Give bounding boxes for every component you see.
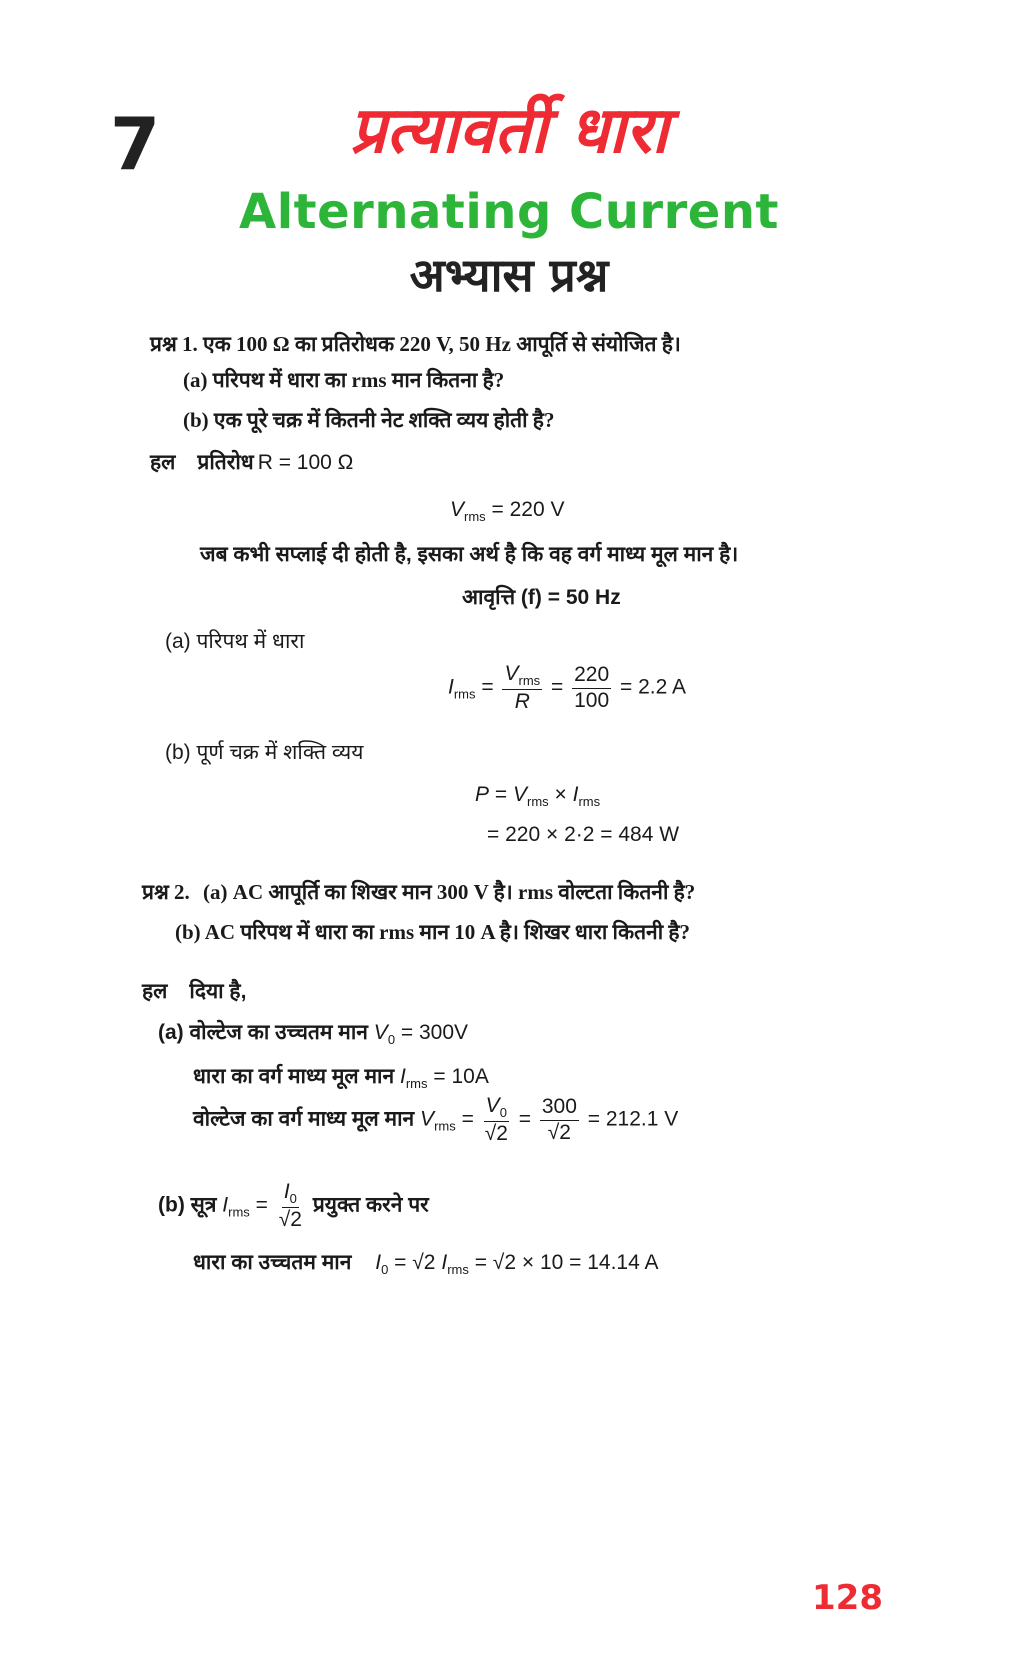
question-1 [150,332,681,357]
question-2-part-a: (a) AC आपूर्ति का शिखर मान 300 V है। rms वोल्टता कितनी है? [203,880,696,904]
solution-1-power-formula: $P = V_{rms} \times I_{rms}$ [475,783,601,809]
solution-2-line-a3: वोल्टेज का वर्ग माध्य मूल मान $V_{rms}$ = $\frac{V_0}{√2}$ = $\frac{300}{√2}$ = 212.1 V [193,1094,679,1145]
solution-1-frequency: आवृत्ति (f) = 50 Hz [462,586,621,609]
solution-1-label: हल [150,450,176,474]
fraction-220-over-100: $\frac{220}{100}$ [574,663,610,712]
page-number: 128 [812,1578,883,1618]
fraction-vrms-over-r: $\frac{V_{rms}}{R}$ [504,662,541,713]
solution-2-line-a1: (a) वोल्टेज का उच्चतम मान $V_0 = 300V$ [158,1021,469,1047]
solution-1-line-resistance: हल प्रतिरोध R = 100 Ω [150,450,354,474]
solution-2-line-b2: धारा का उच्चतम मान $I_0 = √2$ $I_{rms} = √2 \times 10 = 14.14$ A [193,1251,659,1277]
section-subtitle: अभ्यास प्रश्न [409,248,609,302]
fraction-v0-over-sqrt2: $\frac{V_0}{√2}$ [484,1094,508,1145]
solution-1-power-result: = 220 × 2·2 = 484 W [487,823,680,846]
solution-1-irms-equation: $I_{rms}$ = $\frac{V_{rms}}{R}$ = $\frac{220}{100}$ = 2.2 A [448,662,686,713]
solution-1-part-b-label: (b) पूर्ण चक्र में शक्ति व्यय [165,741,364,764]
question-1-label: प्रश्न 1. [150,332,198,356]
question-2 [142,880,695,905]
question-2-label: प्रश्न 2. [142,880,190,904]
question-2-part-b: (b) AC परिपथ में धारा का rms मान 10 A है। शिखर धारा कितनी है? [175,920,691,944]
question-1-part-b: (b) एक पूरे चक्र में कितनी नेट शक्ति व्यय होती है? [183,408,555,432]
solution-2-line-b1: (b) सूत्र $I_{rms}$ = $\frac{I_0}{√2}$ प्रयुक्त करने पर [158,1180,429,1231]
solution-2-label: हल [142,979,168,1003]
solution-2-line-a2: धारा का वर्ग माध्य मूल मान $I_{rms} = 10A$ [193,1065,489,1091]
chapter-title-english: Alternating Current [239,184,779,240]
solution-2-header: हल दिया है, [142,979,247,1003]
question-1-text: एक 100 Ω का प्रतिरोधक 220 V, 50 Hz आपूर्ति से संयोजित है। [203,332,681,356]
fraction-300-over-sqrt2: $\frac{300}{√2}$ [541,1095,577,1144]
question-1-part-a: (a) परिपथ में धारा का rms मान कितना है? [183,368,505,392]
fraction-i0-over-sqrt2: $\frac{I_0}{√2}$ [278,1180,302,1231]
solution-1-note: जब कभी सप्लाई दी होती है, इसका अर्थ है कि वह वर्ग माध्य मूल मान है। [200,543,739,566]
solution-1-part-a-label: (a) परिपथ में धारा [165,630,305,653]
chapter-number: 7 [110,102,161,186]
chapter-title-hindi: प्रत्यावर्ती धारा [349,94,669,168]
solution-1-vrms: $V_{rms} = 220$ V [450,498,565,524]
